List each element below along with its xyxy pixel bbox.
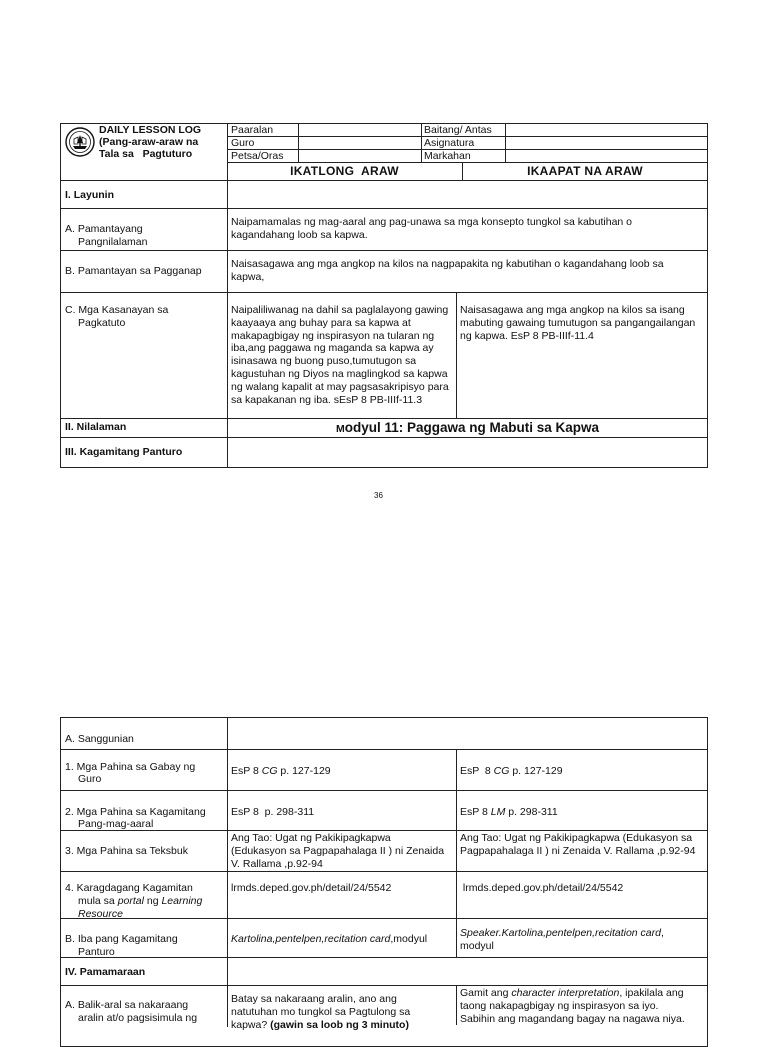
label-gabay-guro-1: 1. Mga Pahina sa Gabay ng bbox=[65, 761, 196, 773]
kagamitan-day3: EsP 8 p. 298-311 bbox=[231, 806, 315, 818]
iba-pang-day4-modyul: modyul bbox=[460, 939, 494, 952]
balik-aral-day4-line3: Sabihin ang magandang bagay na nagawa niya. bbox=[460, 1013, 685, 1025]
kagamitan-day4-lm: LM bbox=[490, 806, 506, 818]
section-layunin: I. Layunin bbox=[65, 189, 115, 201]
gabay-day3-c: p. 127-129 bbox=[277, 765, 331, 777]
karagdagan-portal: portal bbox=[117, 895, 144, 907]
doc-subtitle-line2: Tala sa Pagtuturo bbox=[99, 148, 193, 160]
karagdagan-day3: lrmds.deped.gov.ph/detail/24/5542 bbox=[231, 882, 392, 894]
kagamitan-day4-a: EsP 8 bbox=[460, 806, 491, 818]
label-pamantayan-pagganap: B. Pamantayan sa Pagganap bbox=[65, 265, 202, 277]
kagamitan-day4 bbox=[460, 806, 558, 819]
balik-aral-day4-line1 bbox=[460, 987, 684, 1000]
gabay-day4-cg: CG bbox=[493, 765, 510, 777]
teksbuk-day4: Ang Tao: Ugat ng Pakikipagkapwa (Edukasyon sa Pagpapahalaga II ) ni Zenaida V. Rallama ,p.92-94 bbox=[460, 832, 696, 857]
karagdagan-mula: mula sa bbox=[78, 895, 118, 907]
field-petsa: Petsa/Oras bbox=[231, 150, 284, 162]
label-kasanayan-2: Pagkatuto bbox=[78, 317, 126, 329]
karagdagan-ng: ng bbox=[143, 895, 162, 907]
iba-pang-day3-modyul: ,modyul bbox=[390, 933, 428, 945]
field-paaralan: Paaralan bbox=[231, 124, 274, 136]
balik-aral-day3-line1: Batay sa nakaraang aralin, ano ang bbox=[231, 993, 397, 1005]
balik-aral-day3-kapwa: kapwa? bbox=[231, 1019, 271, 1031]
label-sanggunian: A. Sanggunian bbox=[65, 733, 134, 745]
field-asignatura: Asignatura bbox=[424, 137, 475, 149]
label-balik-aral-2: aralin at/o pagsisimula ng bbox=[78, 1012, 198, 1024]
section-nilalaman: II. Nilalaman bbox=[65, 421, 127, 433]
balik-aral-day4-gamit: Gamit ang bbox=[460, 987, 512, 999]
modyul-prefix: M bbox=[335, 423, 345, 435]
day4-header: IKAAPAT NA ARAW bbox=[527, 164, 643, 178]
label-teksbuk: 3. Mga Pahina sa Teksbuk bbox=[65, 845, 188, 857]
gabay-day3-a: EsP 8 bbox=[231, 765, 262, 777]
field-guro: Guro bbox=[231, 137, 255, 149]
gabay-day3 bbox=[231, 765, 331, 778]
deped-seal-logo bbox=[65, 127, 95, 157]
gabay-day4-c: p. 127-129 bbox=[509, 765, 563, 777]
iba-pang-day3 bbox=[231, 933, 427, 946]
label-kagamitang-mag-aaral-1: 2. Mga Pahina sa Kagamitang bbox=[65, 806, 206, 818]
doc-title: DAILY LESSON LOG bbox=[99, 124, 202, 136]
karagdagan-learning: Learning bbox=[161, 895, 203, 907]
iba-pang-day3-items: Kartolina,pentelpen,recitation card bbox=[231, 933, 391, 945]
label-iba-pang-2: Panturo bbox=[78, 946, 115, 958]
balik-aral-day3-line2: natutuhan mo tungkol sa Pagtulong sa bbox=[231, 1006, 411, 1018]
karagdagan-day4: lrmds.deped.gov.ph/detail/24/5542 bbox=[460, 882, 624, 894]
gabay-day4-a: EsP 8 bbox=[460, 765, 494, 777]
section-pamamaraan: IV. Pamamaraan bbox=[65, 966, 146, 978]
teksbuk-day3: Ang Tao: Ugat ng Pakikipagkapwa (Edukasyon sa Pagpapahalaga II ) ni Zenaida V. Rallama ,p.92-94 bbox=[231, 832, 445, 870]
field-baitang: Baitang/ Antas bbox=[424, 124, 492, 136]
label-karagdagan-3: Resource bbox=[78, 908, 123, 920]
balik-aral-day4-ipakilala: , ipakilala ang bbox=[619, 987, 684, 999]
balik-aral-day3-time: (gawin sa loob ng 3 minuto) bbox=[270, 1019, 409, 1031]
day3-header: IKATLONG ARAW bbox=[290, 164, 399, 178]
text-pamantayang-pangnilalaman: Naipamamalas ng mag-aaral ang pag-unawa sa mga konsepto tungkol sa kabutihan o kagandahang loob sa kapwa. bbox=[231, 216, 632, 241]
label-kagamitang-mag-aaral-2: Pang-mag-aaral bbox=[78, 818, 154, 830]
label-iba-pang-1: B. Iba pang Kagamitang bbox=[65, 933, 178, 945]
text-pamantayan-pagganap: Naisasagawa ang mga angkop na kilos na nagpapakita ng kabutihan o kagandahang loob sa kapwa, bbox=[231, 258, 664, 283]
label-pamantayang-pangnilalaman-1: A. Pamantayang bbox=[65, 223, 143, 235]
label-karagdagan-2 bbox=[78, 895, 202, 908]
label-karagdagan-1: 4. Karagdagang Kagamitan bbox=[65, 882, 193, 894]
label-gabay-guro-2: Guro bbox=[78, 773, 102, 785]
modyul-title bbox=[227, 420, 708, 436]
iba-pang-day4-items: Speaker.Kartolina,pentelpen,recitation card bbox=[460, 927, 661, 939]
iba-pang-day4-comma: , bbox=[661, 927, 664, 939]
balik-aral-day4-interp: character interpretation bbox=[511, 987, 620, 999]
page-number: 36 bbox=[374, 491, 383, 500]
iba-pang-day4 bbox=[460, 927, 700, 953]
label-kasanayan-1: C. Mga Kasanayan sa bbox=[65, 304, 169, 316]
balik-aral-day4-line2: taong nakapagbigay ng inspirasyon sa iyo. bbox=[460, 1000, 659, 1012]
field-markahan: Markahan bbox=[424, 150, 471, 162]
label-pamantayang-pangnilalaman-2: Pangnilalaman bbox=[78, 236, 148, 248]
gabay-day4 bbox=[460, 765, 563, 778]
kagamitan-day4-c: p. 298-311 bbox=[505, 806, 558, 818]
balik-aral-day3-line3 bbox=[231, 1019, 409, 1032]
doc-subtitle-line1: (Pang-araw-araw na bbox=[99, 136, 199, 148]
section-kagamitang-panturo: III. Kagamitang Panturo bbox=[65, 446, 183, 458]
label-balik-aral-1: A. Balik-aral sa nakaraang bbox=[65, 999, 189, 1011]
text-kasanayan-day3: Naipaliliwanag na dahil sa paglalayong gawing kaayaaya ang buhay para sa kapwa at makapagbigay ng inspirasyon na tularan ng iba,ang paggawa ng maganda sa kapwa ay isinasawa ng buong puso,tumutugon sa kagustuhan ng Diyos na maglingkod sa kapwa ng walang kapalit at may pagsasakripisyo para sa kapakanan ng iba. sEsP 8 PB-IIIf-11.3 bbox=[231, 304, 449, 406]
gabay-day3-cg: CG bbox=[261, 765, 278, 777]
text-kasanayan-day4: Naisasagawa ang mga angkop na kilos sa isang mabuting gawaing tumutugon sa pangangailangan ng kapwa. EsP 8 PB-IIIf-11.4 bbox=[460, 304, 696, 342]
modyul-rest: odyul 11: Paggawa ng Mabuti sa Kapwa bbox=[344, 420, 600, 435]
